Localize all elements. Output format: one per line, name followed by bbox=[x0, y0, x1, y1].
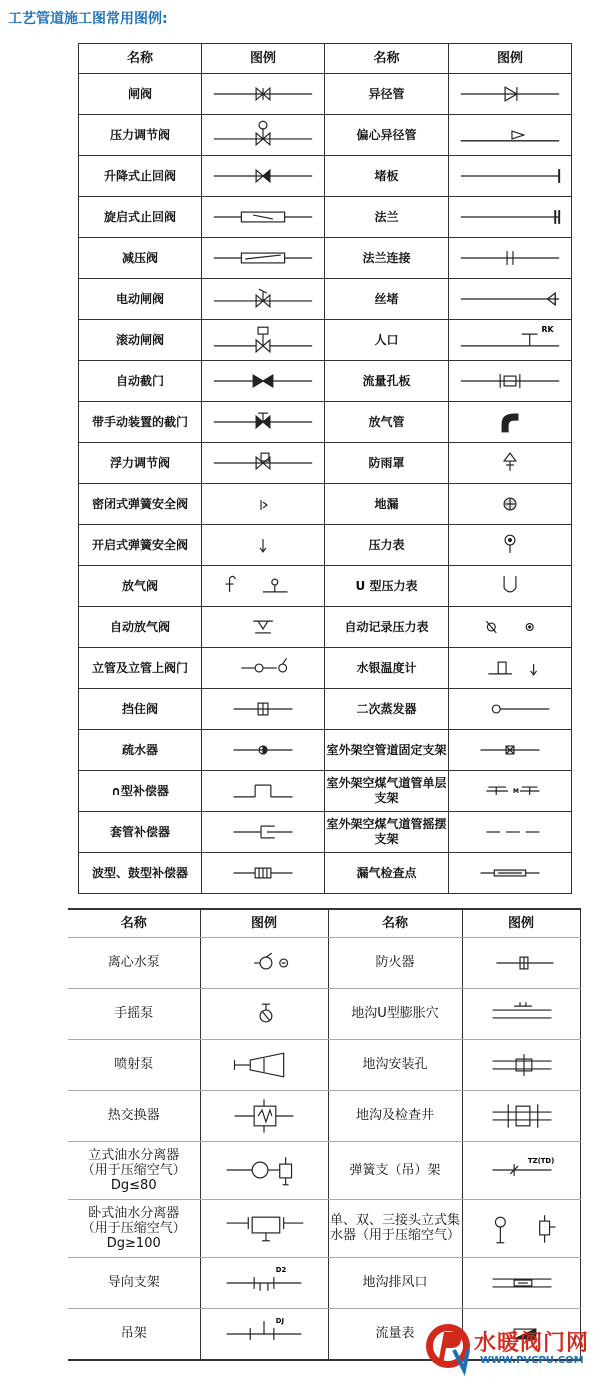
item-name-left: 热交换器 bbox=[68, 1090, 200, 1141]
item-name-left: 密闭式弹簧安全阀 bbox=[79, 484, 202, 525]
legend-symbol-icon bbox=[462, 1199, 580, 1257]
table-row bbox=[68, 988, 580, 1039]
legend-symbol-icon bbox=[449, 771, 572, 812]
item-name-left: 喷射泵 bbox=[68, 1039, 200, 1090]
table-row bbox=[68, 937, 580, 988]
legend-symbol-icon bbox=[202, 689, 325, 730]
table-row bbox=[68, 1257, 580, 1308]
legend-symbol-icon bbox=[202, 484, 325, 525]
item-name-left: 旋启式止回阀 bbox=[79, 197, 202, 238]
table-row bbox=[79, 320, 572, 361]
legend-symbol-icon bbox=[202, 402, 325, 443]
legend-symbol-icon bbox=[449, 730, 572, 771]
table-row bbox=[79, 566, 572, 607]
table-row bbox=[79, 525, 572, 566]
table-row bbox=[79, 197, 572, 238]
legend-symbol-icon bbox=[449, 689, 572, 730]
item-name-right: 水银温度计 bbox=[325, 648, 449, 689]
item-name-right: 二次蒸发器 bbox=[325, 689, 449, 730]
item-name-left: 自动放气阀 bbox=[79, 607, 202, 648]
legend-symbol-icon bbox=[200, 1090, 328, 1141]
item-name-right: 单、双、三接头立式集水器（用于压缩空气） bbox=[328, 1199, 462, 1257]
item-name-right: 丝堵 bbox=[325, 279, 449, 320]
legend-symbol-icon bbox=[449, 402, 572, 443]
symbol-label: RK bbox=[541, 325, 554, 335]
legend-symbol-icon bbox=[202, 853, 325, 894]
table-row bbox=[79, 853, 572, 894]
table-row bbox=[68, 1199, 580, 1257]
legend-symbol-icon bbox=[449, 115, 572, 156]
item-name-right: 漏气检查点 bbox=[325, 853, 449, 894]
legend-symbol-icon bbox=[200, 988, 328, 1039]
legend-symbol-icon bbox=[202, 443, 325, 484]
item-name-right: 地沟及检查井 bbox=[328, 1090, 462, 1141]
item-name-right: 自动记录压力表 bbox=[325, 607, 449, 648]
legend-symbol-icon bbox=[449, 156, 572, 197]
legend-symbol-icon bbox=[462, 937, 580, 988]
legend-symbol-icon bbox=[449, 74, 572, 115]
logo-text: 水暖阀门网 bbox=[474, 1331, 590, 1356]
item-name-left: 滚动闸阀 bbox=[79, 320, 202, 361]
legend-symbol-icon bbox=[449, 566, 572, 607]
item-name-left: 压力调节阀 bbox=[79, 115, 202, 156]
legend-symbol-icon bbox=[202, 607, 325, 648]
table-row bbox=[79, 279, 572, 320]
item-name-right: 室外架空煤气道管单层支架 bbox=[325, 771, 449, 812]
legend-symbol-icon bbox=[202, 279, 325, 320]
table-row bbox=[79, 730, 572, 771]
legend-symbol-icon bbox=[449, 607, 572, 648]
item-name-left: 挡住阀 bbox=[79, 689, 202, 730]
item-name-right: 地沟U型膨胀穴 bbox=[328, 988, 462, 1039]
item-name-right: 地漏 bbox=[325, 484, 449, 525]
item-name-left: 立管及立管上阀门 bbox=[79, 648, 202, 689]
table-row bbox=[68, 1141, 580, 1199]
item-name-left: 开启式弹簧安全阀 bbox=[79, 525, 202, 566]
legend-symbol-icon bbox=[449, 197, 572, 238]
column-header-legend: 图例 bbox=[449, 44, 572, 74]
item-name-right: 防火器 bbox=[328, 937, 462, 988]
table-row bbox=[79, 156, 572, 197]
item-name-right: 室外架空煤气道管摇摆支架 bbox=[325, 812, 449, 853]
legend-symbol-icon bbox=[202, 730, 325, 771]
legend-symbol-icon bbox=[200, 1141, 328, 1199]
item-name-left: 离心水泵 bbox=[68, 937, 200, 988]
item-name-left: 带手动装置的截门 bbox=[79, 402, 202, 443]
column-header-name: 名称 bbox=[79, 44, 202, 74]
legend-symbol-icon bbox=[462, 1257, 580, 1308]
table-row bbox=[79, 484, 572, 525]
table-row bbox=[79, 771, 572, 812]
column-header-name: 名称 bbox=[68, 909, 200, 937]
legend-symbol-icon bbox=[449, 238, 572, 279]
symbol-label: TZ(TD) bbox=[527, 1157, 554, 1166]
legend-symbol-icon bbox=[449, 443, 572, 484]
item-name-left: 波型、鼓型补偿器 bbox=[79, 853, 202, 894]
symbol-label: M bbox=[512, 788, 519, 795]
item-name-right: 压力表 bbox=[325, 525, 449, 566]
legend-symbol-icon bbox=[462, 1090, 580, 1141]
item-name-left: 放气阀 bbox=[79, 566, 202, 607]
legend-symbol-icon bbox=[202, 361, 325, 402]
legend-symbol-icon bbox=[449, 812, 572, 853]
pv-logo-icon bbox=[424, 1320, 474, 1376]
item-name-left: 吊架 bbox=[68, 1308, 200, 1360]
table-row bbox=[79, 74, 572, 115]
table-row bbox=[79, 361, 572, 402]
legend-symbol-icon bbox=[462, 1141, 580, 1199]
table-row bbox=[79, 607, 572, 648]
legend-symbol-icon bbox=[449, 853, 572, 894]
table-row bbox=[79, 443, 572, 484]
item-name-left: 浮力调节阀 bbox=[79, 443, 202, 484]
item-name-left: 闸阀 bbox=[79, 74, 202, 115]
legend-table-2 bbox=[68, 908, 581, 1361]
legend-table-1 bbox=[78, 43, 572, 894]
item-name-left: 减压阀 bbox=[79, 238, 202, 279]
item-name-left: ∩型补偿器 bbox=[79, 771, 202, 812]
column-header-legend: 图例 bbox=[202, 44, 325, 74]
legend-symbol-icon bbox=[202, 156, 325, 197]
item-name-right: 异径管 bbox=[325, 74, 449, 115]
legend-symbol-icon bbox=[202, 238, 325, 279]
page-title: 工艺管道施工图常用图例: bbox=[8, 11, 168, 27]
legend-symbol-icon bbox=[449, 320, 572, 361]
legend-symbol-icon bbox=[200, 937, 328, 988]
column-header-name: 名称 bbox=[328, 909, 462, 937]
item-name-right: 法兰 bbox=[325, 197, 449, 238]
symbol-label: D2 bbox=[275, 1265, 287, 1274]
legend-symbol-icon bbox=[202, 812, 325, 853]
legend-symbol-icon bbox=[200, 1308, 328, 1360]
legend-symbol-icon bbox=[449, 361, 572, 402]
table-header-row bbox=[68, 909, 580, 937]
legend-symbol-icon bbox=[202, 771, 325, 812]
legend-symbol-icon bbox=[462, 1039, 580, 1090]
table-row bbox=[79, 648, 572, 689]
column-header-legend: 图例 bbox=[462, 909, 580, 937]
item-name-right: 放气管 bbox=[325, 402, 449, 443]
item-name-right: 偏心异径管 bbox=[325, 115, 449, 156]
item-name-right: 流量表 bbox=[328, 1308, 462, 1360]
column-header-name: 名称 bbox=[325, 44, 449, 74]
table-row bbox=[79, 689, 572, 730]
legend-symbol-icon bbox=[449, 648, 572, 689]
symbol-label: DJ bbox=[275, 1316, 285, 1325]
item-name-right: 室外架空管道固定支架 bbox=[325, 730, 449, 771]
item-name-right: 弹簧支（吊）架 bbox=[328, 1141, 462, 1199]
item-name-left: 自动截门 bbox=[79, 361, 202, 402]
table-row bbox=[79, 402, 572, 443]
table-row bbox=[68, 1039, 580, 1090]
item-name-right: 地沟安装孔 bbox=[328, 1039, 462, 1090]
legend-symbol-icon bbox=[449, 525, 572, 566]
legend-symbol-icon bbox=[202, 566, 325, 607]
legend-symbol-icon bbox=[202, 648, 325, 689]
item-name-right: 地沟排风口 bbox=[328, 1257, 462, 1308]
legend-symbol-icon bbox=[202, 197, 325, 238]
table-row bbox=[79, 115, 572, 156]
item-name-left: 立式油水分离器 （用于压缩空气） Dg≤80 bbox=[68, 1141, 200, 1199]
item-name-right: 流量孔板 bbox=[325, 361, 449, 402]
item-name-right: 人口 bbox=[325, 320, 449, 361]
item-name-right: 防雨罩 bbox=[325, 443, 449, 484]
item-name-left: 电动闸阀 bbox=[79, 279, 202, 320]
legend-symbol-icon bbox=[200, 1039, 328, 1090]
item-name-left: 手摇泵 bbox=[68, 988, 200, 1039]
legend-symbol-icon bbox=[449, 484, 572, 525]
item-name-left: 导向支架 bbox=[68, 1257, 200, 1308]
item-name-right: U 型压力表 bbox=[325, 566, 449, 607]
table-row bbox=[79, 812, 572, 853]
table-header-row bbox=[79, 44, 572, 74]
legend-symbol-icon bbox=[202, 115, 325, 156]
site-logo[interactable] bbox=[422, 1318, 600, 1377]
logo-url: WWW.PVCPU.COM bbox=[480, 1355, 584, 1366]
item-name-left: 套管补偿器 bbox=[79, 812, 202, 853]
legend-symbol-icon bbox=[202, 525, 325, 566]
legend-symbol-icon bbox=[202, 320, 325, 361]
item-name-right: 法兰连接 bbox=[325, 238, 449, 279]
table-row bbox=[68, 1090, 580, 1141]
legend-symbol-icon bbox=[200, 1199, 328, 1257]
item-name-left: 卧式油水分离器 （用于压缩空气） Dg≥100 bbox=[68, 1199, 200, 1257]
legend-symbol-icon bbox=[462, 988, 580, 1039]
item-name-left: 疏水器 bbox=[79, 730, 202, 771]
item-name-right: 堵板 bbox=[325, 156, 449, 197]
legend-symbol-icon bbox=[449, 279, 572, 320]
column-header-legend: 图例 bbox=[200, 909, 328, 937]
table-row bbox=[79, 238, 572, 279]
legend-symbol-icon bbox=[202, 74, 325, 115]
legend-symbol-icon bbox=[200, 1257, 328, 1308]
item-name-left: 升降式止回阀 bbox=[79, 156, 202, 197]
